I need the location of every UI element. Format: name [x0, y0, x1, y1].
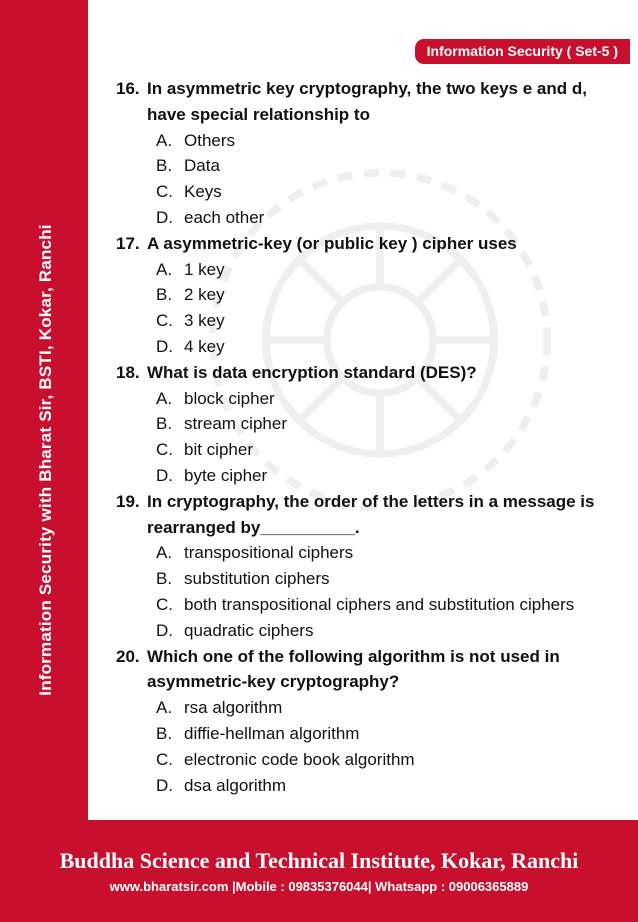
option-letter: D. — [156, 336, 173, 356]
answer-option — [116, 540, 616, 566]
question-19 — [116, 489, 616, 541]
answer-option — [116, 437, 616, 463]
answer-option — [116, 411, 616, 437]
option-letter: B. — [156, 285, 173, 305]
answer-option — [116, 128, 616, 154]
option-letter: D. — [156, 207, 173, 227]
question-number: 18. — [116, 362, 140, 382]
question-18 — [116, 360, 616, 386]
question-list — [116, 76, 616, 798]
option-text: electronic code book algorithm — [184, 749, 415, 769]
question-number: 19. — [116, 491, 140, 511]
option-letter: B. — [156, 414, 173, 434]
option-text: 4 key — [184, 336, 225, 356]
option-letter: C. — [156, 594, 173, 614]
option-text: transpositional ciphers — [184, 543, 354, 563]
question-text: In asymmetric key cryptography, the two keys e and d, have special relationship to — [147, 79, 587, 124]
question-text: What is data encryption standard (DES)? — [147, 362, 477, 382]
option-text: 3 key — [184, 311, 225, 331]
question-text: In cryptography, the order of the letters in a message is rearranged by__________. — [147, 491, 595, 537]
question-17 — [116, 231, 616, 257]
option-text: block cipher — [184, 388, 275, 408]
answer-option — [116, 282, 616, 308]
answer-option — [116, 592, 616, 618]
option-letter: A. — [156, 130, 173, 150]
question-number: 20. — [116, 646, 140, 666]
option-text: dsa algorithm — [184, 775, 287, 795]
option-letter: A. — [156, 388, 173, 408]
question-number: 17. — [116, 233, 140, 253]
answer-option — [116, 334, 616, 360]
option-text: bit cipher — [184, 440, 253, 460]
option-letter: D. — [156, 465, 173, 485]
contact-info: www.bharatsir.com |Mobile : 09835376044| Whatsapp : 09006365889 — [109, 879, 529, 894]
question-number: 16. — [116, 79, 140, 98]
answer-option — [116, 308, 616, 334]
option-text: each other — [184, 207, 265, 227]
option-text: quadratic ciphers — [184, 620, 314, 640]
option-text: diffie-hellman algorithm — [184, 723, 360, 743]
option-text: rsa algorithm — [184, 698, 283, 718]
answer-option — [116, 463, 616, 489]
option-letter: C. — [156, 440, 173, 460]
option-letter: D. — [156, 620, 173, 640]
option-letter: A. — [156, 543, 173, 563]
answer-option — [116, 257, 616, 283]
answer-option — [116, 695, 616, 721]
option-letter: C. — [156, 182, 173, 202]
answer-option — [116, 618, 616, 644]
option-letter: B. — [156, 569, 173, 589]
question-20 — [116, 644, 616, 696]
option-letter: B. — [156, 723, 173, 743]
option-text: 1 key — [184, 259, 225, 279]
option-letter: C. — [156, 749, 173, 769]
answer-option — [116, 721, 616, 747]
answer-option — [116, 386, 616, 412]
option-text: 2 key — [184, 285, 225, 305]
sidebar-title: Information Security with Bharat Sir, BSTI, Kokar, Ranchi — [36, 224, 55, 696]
option-text: substitution ciphers — [184, 569, 330, 589]
option-letter: A. — [156, 698, 173, 718]
option-text: Data — [184, 156, 220, 176]
question-text: Which one of the following algorithm is not used in asymmetric-key cryptography? — [147, 646, 560, 692]
question-16 — [116, 76, 616, 128]
option-letter: A. — [156, 259, 173, 279]
option-text: byte cipher — [184, 465, 268, 485]
option-letter: B. — [156, 156, 173, 176]
option-text: Others — [184, 130, 236, 150]
set-title-badge: Information Security ( Set-5 ) — [415, 39, 630, 64]
sidebar-banner — [0, 0, 88, 820]
option-text: Keys — [184, 182, 222, 202]
answer-option — [116, 747, 616, 773]
answer-option — [116, 566, 616, 592]
footer-banner — [0, 820, 638, 922]
institute-name: Buddha Science and Technical Institute, Kokar, Ranchi — [59, 848, 579, 873]
answer-option — [116, 179, 616, 205]
option-letter: C. — [156, 311, 173, 331]
answer-option — [116, 205, 616, 231]
answer-option — [116, 773, 616, 799]
question-text: A asymmetric-key (or public key ) cipher uses — [147, 233, 517, 253]
option-text: both transpositional ciphers and substitution ciphers — [184, 594, 575, 614]
answer-option — [116, 153, 616, 179]
option-text: stream cipher — [184, 414, 287, 434]
option-letter: D. — [156, 775, 173, 795]
